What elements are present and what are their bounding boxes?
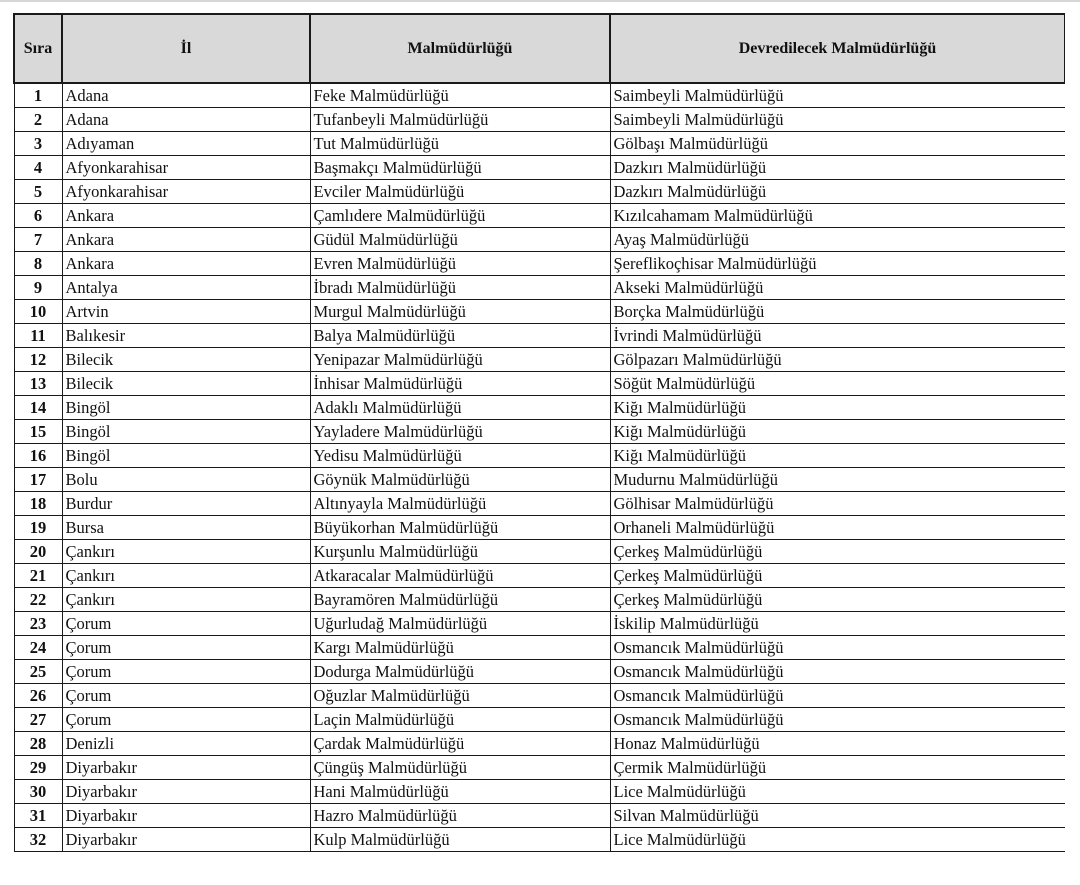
table-row [14, 228, 1065, 252]
cell-sira: 17 [14, 468, 62, 492]
cell-sira: 23 [14, 612, 62, 636]
cell-sira: 21 [14, 564, 62, 588]
table-row [14, 420, 1065, 444]
cell-malmudurlugu: Kurşunlu Malmüdürlüğü [310, 540, 610, 564]
header-devredilecek: Devredilecek Malmüdürlüğü [610, 14, 1065, 83]
cell-sira: 16 [14, 444, 62, 468]
cell-sira: 18 [14, 492, 62, 516]
cell-devredilecek: Saimbeyli Malmüdürlüğü [610, 108, 1065, 132]
cell-il: Çankırı [62, 540, 310, 564]
cell-malmudurlugu: Balya Malmüdürlüğü [310, 324, 610, 348]
table-row [14, 516, 1065, 540]
table-row [14, 108, 1065, 132]
table-row [14, 684, 1065, 708]
cell-malmudurlugu: Atkaracalar Malmüdürlüğü [310, 564, 610, 588]
table-row [14, 372, 1065, 396]
table-row [14, 83, 1065, 108]
cell-sira: 12 [14, 348, 62, 372]
cell-malmudurlugu: Altınyayla Malmüdürlüğü [310, 492, 610, 516]
cell-il: Bilecik [62, 372, 310, 396]
table-row [14, 324, 1065, 348]
cell-il: Adıyaman [62, 132, 310, 156]
header-il: İl [62, 14, 310, 83]
cell-sira: 29 [14, 756, 62, 780]
cell-devredilecek: Gölpazarı Malmüdürlüğü [610, 348, 1065, 372]
table-row [14, 492, 1065, 516]
cell-malmudurlugu: Murgul Malmüdürlüğü [310, 300, 610, 324]
table-row [14, 636, 1065, 660]
cell-devredilecek: Mudurnu Malmüdürlüğü [610, 468, 1065, 492]
cell-devredilecek: Kiğı Malmüdürlüğü [610, 396, 1065, 420]
cell-il: Bingöl [62, 444, 310, 468]
cell-devredilecek: Osmancık Malmüdürlüğü [610, 636, 1065, 660]
table-row [14, 828, 1065, 852]
cell-sira: 8 [14, 252, 62, 276]
cell-sira: 9 [14, 276, 62, 300]
cell-sira: 1 [14, 83, 62, 108]
cell-sira: 13 [14, 372, 62, 396]
transfer-table [13, 13, 1065, 852]
cell-sira: 25 [14, 660, 62, 684]
table-row [14, 132, 1065, 156]
cell-devredilecek: Silvan Malmüdürlüğü [610, 804, 1065, 828]
cell-il: Burdur [62, 492, 310, 516]
cell-devredilecek: Çerkeş Malmüdürlüğü [610, 540, 1065, 564]
cell-devredilecek: Ayaş Malmüdürlüğü [610, 228, 1065, 252]
cell-devredilecek: Akseki Malmüdürlüğü [610, 276, 1065, 300]
cell-sira: 10 [14, 300, 62, 324]
cell-il: Bilecik [62, 348, 310, 372]
cell-devredilecek: Çermik Malmüdürlüğü [610, 756, 1065, 780]
cell-sira: 32 [14, 828, 62, 852]
cell-il: Ankara [62, 228, 310, 252]
cell-devredilecek: Borçka Malmüdürlüğü [610, 300, 1065, 324]
cell-devredilecek: İskilip Malmüdürlüğü [610, 612, 1065, 636]
cell-devredilecek: Osmancık Malmüdürlüğü [610, 684, 1065, 708]
cell-il: Bolu [62, 468, 310, 492]
cell-malmudurlugu: Feke Malmüdürlüğü [310, 83, 610, 108]
table-row [14, 804, 1065, 828]
table-body [14, 83, 1065, 852]
top-divider [0, 0, 1080, 2]
table-row [14, 348, 1065, 372]
table-row [14, 156, 1065, 180]
cell-devredilecek: Lice Malmüdürlüğü [610, 828, 1065, 852]
cell-il: Afyonkarahisar [62, 156, 310, 180]
cell-devredilecek: Çerkeş Malmüdürlüğü [610, 564, 1065, 588]
cell-il: Afyonkarahisar [62, 180, 310, 204]
cell-sira: 7 [14, 228, 62, 252]
cell-devredilecek: Şereflikoçhisar Malmüdürlüğü [610, 252, 1065, 276]
cell-il: Antalya [62, 276, 310, 300]
cell-il: Çankırı [62, 588, 310, 612]
cell-malmudurlugu: Büyükorhan Malmüdürlüğü [310, 516, 610, 540]
cell-devredilecek: Gölhisar Malmüdürlüğü [610, 492, 1065, 516]
cell-il: Diyarbakır [62, 780, 310, 804]
cell-malmudurlugu: Hazro Malmüdürlüğü [310, 804, 610, 828]
cell-sira: 19 [14, 516, 62, 540]
cell-il: Diyarbakır [62, 828, 310, 852]
cell-il: Bursa [62, 516, 310, 540]
cell-devredilecek: Osmancık Malmüdürlüğü [610, 708, 1065, 732]
cell-il: Çorum [62, 708, 310, 732]
cell-devredilecek: Honaz Malmüdürlüğü [610, 732, 1065, 756]
cell-sira: 11 [14, 324, 62, 348]
cell-malmudurlugu: Çüngüş Malmüdürlüğü [310, 756, 610, 780]
table-row [14, 660, 1065, 684]
cell-sira: 15 [14, 420, 62, 444]
cell-malmudurlugu: Hani Malmüdürlüğü [310, 780, 610, 804]
cell-sira: 2 [14, 108, 62, 132]
cell-sira: 3 [14, 132, 62, 156]
cell-malmudurlugu: Çardak Malmüdürlüğü [310, 732, 610, 756]
document-sheet [13, 13, 1065, 885]
cell-malmudurlugu: Çamlıdere Malmüdürlüğü [310, 204, 610, 228]
cell-il: Çorum [62, 612, 310, 636]
table-row [14, 252, 1065, 276]
cell-devredilecek: Dazkırı Malmüdürlüğü [610, 156, 1065, 180]
table-row [14, 180, 1065, 204]
cell-sira: 14 [14, 396, 62, 420]
cell-malmudurlugu: Evciler Malmüdürlüğü [310, 180, 610, 204]
cell-malmudurlugu: Tufanbeyli Malmüdürlüğü [310, 108, 610, 132]
table-row [14, 708, 1065, 732]
cell-devredilecek: Gölbaşı Malmüdürlüğü [610, 132, 1065, 156]
table-header-row [14, 14, 1065, 83]
cell-devredilecek: Kızılcahamam Malmüdürlüğü [610, 204, 1065, 228]
cell-malmudurlugu: İbradı Malmüdürlüğü [310, 276, 610, 300]
cell-il: Ankara [62, 252, 310, 276]
cell-sira: 6 [14, 204, 62, 228]
cell-devredilecek: Saimbeyli Malmüdürlüğü [610, 83, 1065, 108]
cell-il: Diyarbakır [62, 804, 310, 828]
cell-sira: 4 [14, 156, 62, 180]
cell-malmudurlugu: Dodurga Malmüdürlüğü [310, 660, 610, 684]
cell-devredilecek: Kiğı Malmüdürlüğü [610, 420, 1065, 444]
cell-malmudurlugu: İnhisar Malmüdürlüğü [310, 372, 610, 396]
cell-malmudurlugu: Güdül Malmüdürlüğü [310, 228, 610, 252]
cell-il: Adana [62, 83, 310, 108]
cell-sira: 28 [14, 732, 62, 756]
cell-malmudurlugu: Kulp Malmüdürlüğü [310, 828, 610, 852]
cell-devredilecek: Söğüt Malmüdürlüğü [610, 372, 1065, 396]
cell-sira: 30 [14, 780, 62, 804]
cell-il: Balıkesir [62, 324, 310, 348]
cell-devredilecek: Dazkırı Malmüdürlüğü [610, 180, 1065, 204]
cell-malmudurlugu: Başmakçı Malmüdürlüğü [310, 156, 610, 180]
table-row [14, 204, 1065, 228]
cell-devredilecek: Kiğı Malmüdürlüğü [610, 444, 1065, 468]
table-row [14, 396, 1065, 420]
cell-malmudurlugu: Uğurludağ Malmüdürlüğü [310, 612, 610, 636]
cell-malmudurlugu: Tut Malmüdürlüğü [310, 132, 610, 156]
table-row [14, 612, 1065, 636]
cell-sira: 20 [14, 540, 62, 564]
cell-devredilecek: Osmancık Malmüdürlüğü [610, 660, 1065, 684]
table-row [14, 732, 1065, 756]
cell-il: Bingöl [62, 396, 310, 420]
cell-il: Diyarbakır [62, 756, 310, 780]
cell-sira: 22 [14, 588, 62, 612]
table-row [14, 468, 1065, 492]
cell-malmudurlugu: Adaklı Malmüdürlüğü [310, 396, 610, 420]
header-sira: Sıra [14, 14, 62, 83]
table-row [14, 276, 1065, 300]
cell-il: Artvin [62, 300, 310, 324]
table-row [14, 756, 1065, 780]
cell-il: Çankırı [62, 564, 310, 588]
cell-il: Çorum [62, 660, 310, 684]
table-row [14, 540, 1065, 564]
cell-malmudurlugu: Göynük Malmüdürlüğü [310, 468, 610, 492]
table-row [14, 300, 1065, 324]
cell-il: Denizli [62, 732, 310, 756]
cell-malmudurlugu: Oğuzlar Malmüdürlüğü [310, 684, 610, 708]
cell-sira: 26 [14, 684, 62, 708]
cell-il: Ankara [62, 204, 310, 228]
cell-sira: 24 [14, 636, 62, 660]
cell-malmudurlugu: Evren Malmüdürlüğü [310, 252, 610, 276]
cell-malmudurlugu: Kargı Malmüdürlüğü [310, 636, 610, 660]
cell-devredilecek: İvrindi Malmüdürlüğü [610, 324, 1065, 348]
cell-malmudurlugu: Yayladere Malmüdürlüğü [310, 420, 610, 444]
cell-il: Çorum [62, 684, 310, 708]
cell-malmudurlugu: Yenipazar Malmüdürlüğü [310, 348, 610, 372]
cell-il: Adana [62, 108, 310, 132]
cell-sira: 5 [14, 180, 62, 204]
cell-devredilecek: Lice Malmüdürlüğü [610, 780, 1065, 804]
cell-malmudurlugu: Bayramören Malmüdürlüğü [310, 588, 610, 612]
table-row [14, 780, 1065, 804]
table-row [14, 588, 1065, 612]
table-row [14, 444, 1065, 468]
cell-devredilecek: Çerkeş Malmüdürlüğü [610, 588, 1065, 612]
cell-il: Çorum [62, 636, 310, 660]
cell-il: Bingöl [62, 420, 310, 444]
cell-sira: 27 [14, 708, 62, 732]
cell-sira: 31 [14, 804, 62, 828]
table-row [14, 564, 1065, 588]
cell-malmudurlugu: Yedisu Malmüdürlüğü [310, 444, 610, 468]
cell-malmudurlugu: Laçin Malmüdürlüğü [310, 708, 610, 732]
cell-devredilecek: Orhaneli Malmüdürlüğü [610, 516, 1065, 540]
header-malmudurlugu: Malmüdürlüğü [310, 14, 610, 83]
